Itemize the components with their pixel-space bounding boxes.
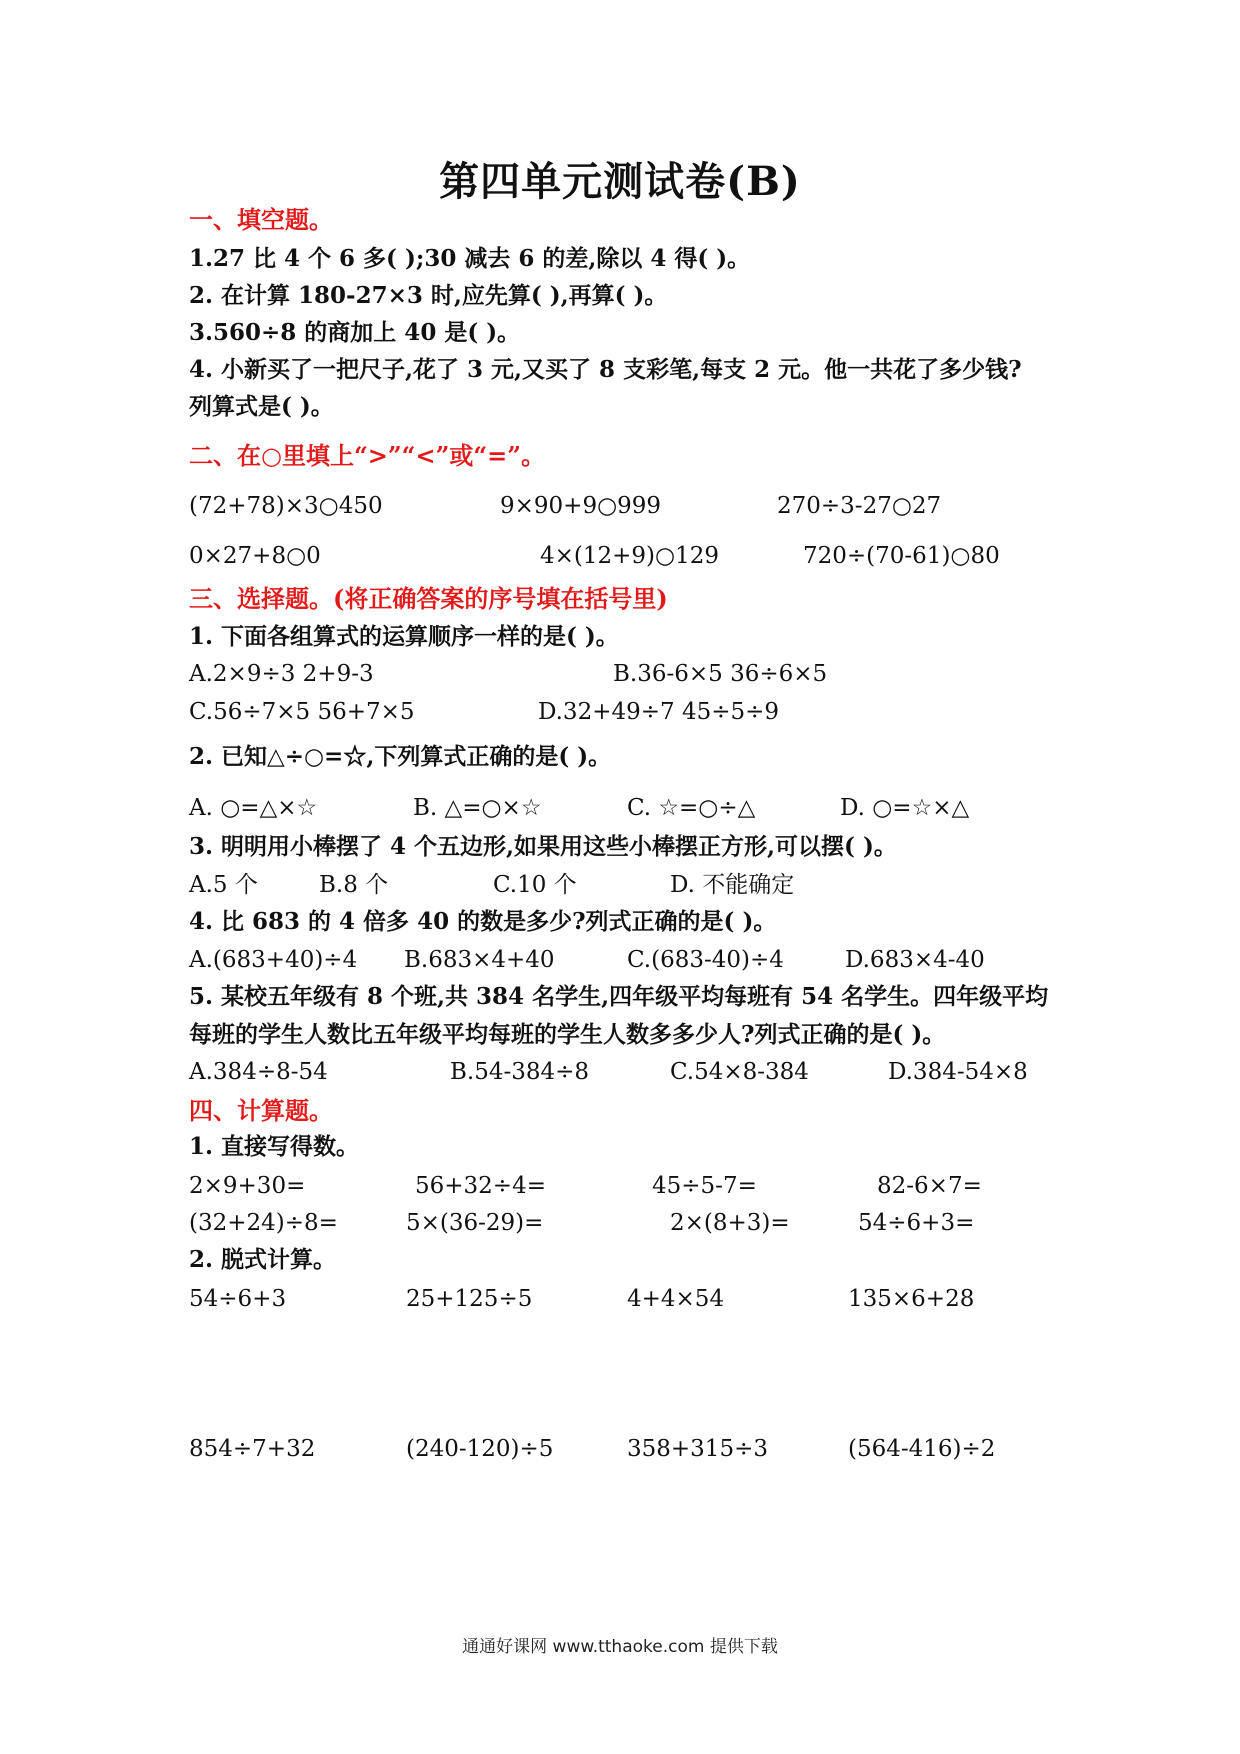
choice-option: C. ☆=○÷△ [627,795,756,821]
choice-option: D.683×4-40 [845,947,985,973]
choice-option: B.683×4+40 [404,947,555,973]
stepwise-calc-item: 25+125÷5 [406,1286,533,1312]
choice-option: D. 不能确定 [670,872,795,898]
section-2-heading: 二、在○里填上“>”“<”或“=”。 [189,441,546,470]
choice-option: C.54×8-384 [670,1059,809,1085]
direct-calc-item: 56+32÷4= [415,1173,546,1199]
page-title: 第四单元测试卷(B) [439,158,801,205]
footer-credit: 通通好课网 www.tthaoke.com 提供下载 [462,1637,778,1657]
choice-question-5-line1: 5. 某校五年级有 8 个班,共 384 名学生,四年级平均每班有 54 名学生。四年级平均 [189,983,1049,1010]
compare-item: 4×(12+9)○129 [540,543,719,569]
fill-question-1: 1.27 比 4 个 6 多( );30 减去 6 的差,除以 4 得( )。 [189,245,751,272]
direct-calc-item: 5×(36-29)= [406,1210,544,1236]
direct-calc-item: 2×(8+3)= [670,1210,790,1236]
calc-subheading-direct: 1. 直接写得数。 [189,1133,360,1160]
calc-subheading-stepwise: 2. 脱式计算。 [189,1246,337,1273]
compare-item: (72+78)×3○450 [189,493,383,519]
choice-option: C.10 个 [493,872,577,898]
section-3-heading: 三、选择题。(将正确答案的序号填在括号里) [189,584,668,613]
choice-option: B.36-6×5 36÷6×5 [613,661,828,687]
choice-option: B.54-384÷8 [450,1059,590,1085]
choice-option: A. ○=△×☆ [189,795,318,821]
stepwise-calc-item: 358+315÷3 [627,1436,768,1462]
direct-calc-item: 54÷6+3= [858,1210,975,1236]
compare-item: 270÷3-27○27 [777,493,942,519]
compare-item: 9×90+9○999 [500,493,662,519]
choice-option: B. △=○×☆ [413,795,542,821]
direct-calc-item: 2×9+30= [189,1173,306,1199]
choice-question-4: 4. 比 683 的 4 倍多 40 的数是多少?列式正确的是( )。 [189,908,777,935]
choice-option: A.(683+40)÷4 [189,947,358,973]
choice-question-1: 1. 下面各组算式的运算顺序一样的是( )。 [189,623,619,650]
choice-option: C.(683-40)÷4 [627,947,784,973]
fill-question-4-line1: 4. 小新买了一把尺子,花了 3 元,又买了 8 支彩笔,每支 2 元。他一共花了多少钱? [189,356,1022,383]
stepwise-calc-item: 135×6+28 [848,1286,975,1312]
stepwise-calc-item: 54÷6+3 [189,1286,287,1312]
fill-question-4-line2: 列算式是( )。 [189,393,334,420]
fill-question-2: 2. 在计算 180-27×3 时,应先算( ),再算( )。 [189,282,668,309]
choice-option: A.384÷8-54 [189,1059,328,1085]
stepwise-calc-item: 4+4×54 [627,1286,725,1312]
choice-option: A.2×9÷3 2+9-3 [189,661,374,687]
stepwise-calc-item: (240-120)÷5 [406,1436,554,1462]
compare-item: 720÷(70-61)○80 [803,543,1000,569]
section-4-heading: 四、计算题。 [189,1096,333,1125]
choice-option: A.5 个 [189,872,258,898]
direct-calc-item: 82-6×7= [877,1173,982,1199]
choice-question-3: 3. 明明用小棒摆了 4 个五边形,如果用这些小棒摆正方形,可以摆( )。 [189,833,897,860]
choice-option: D.384-54×8 [888,1059,1028,1085]
direct-calc-item: (32+24)÷8= [189,1210,338,1236]
choice-question-5-line2: 每班的学生人数比五年级平均每班的学生人数多多少人?列式正确的是( )。 [189,1021,946,1048]
choice-option: D.32+49÷7 45÷5÷9 [538,699,780,725]
stepwise-calc-item: 854÷7+32 [189,1436,316,1462]
compare-item: 0×27+8○0 [189,543,321,569]
choice-question-2: 2. 已知△÷○=☆,下列算式正确的是( )。 [189,743,612,770]
choice-option: C.56÷7×5 56+7×5 [189,699,415,725]
section-1-heading: 一、填空题。 [189,205,333,234]
choice-option: D. ○=☆×△ [840,795,970,821]
fill-question-3: 3.560÷8 的商加上 40 是( )。 [189,319,521,346]
choice-option: B.8 个 [319,872,389,898]
direct-calc-item: 45÷5-7= [652,1173,757,1199]
stepwise-calc-item: (564-416)÷2 [848,1436,996,1462]
